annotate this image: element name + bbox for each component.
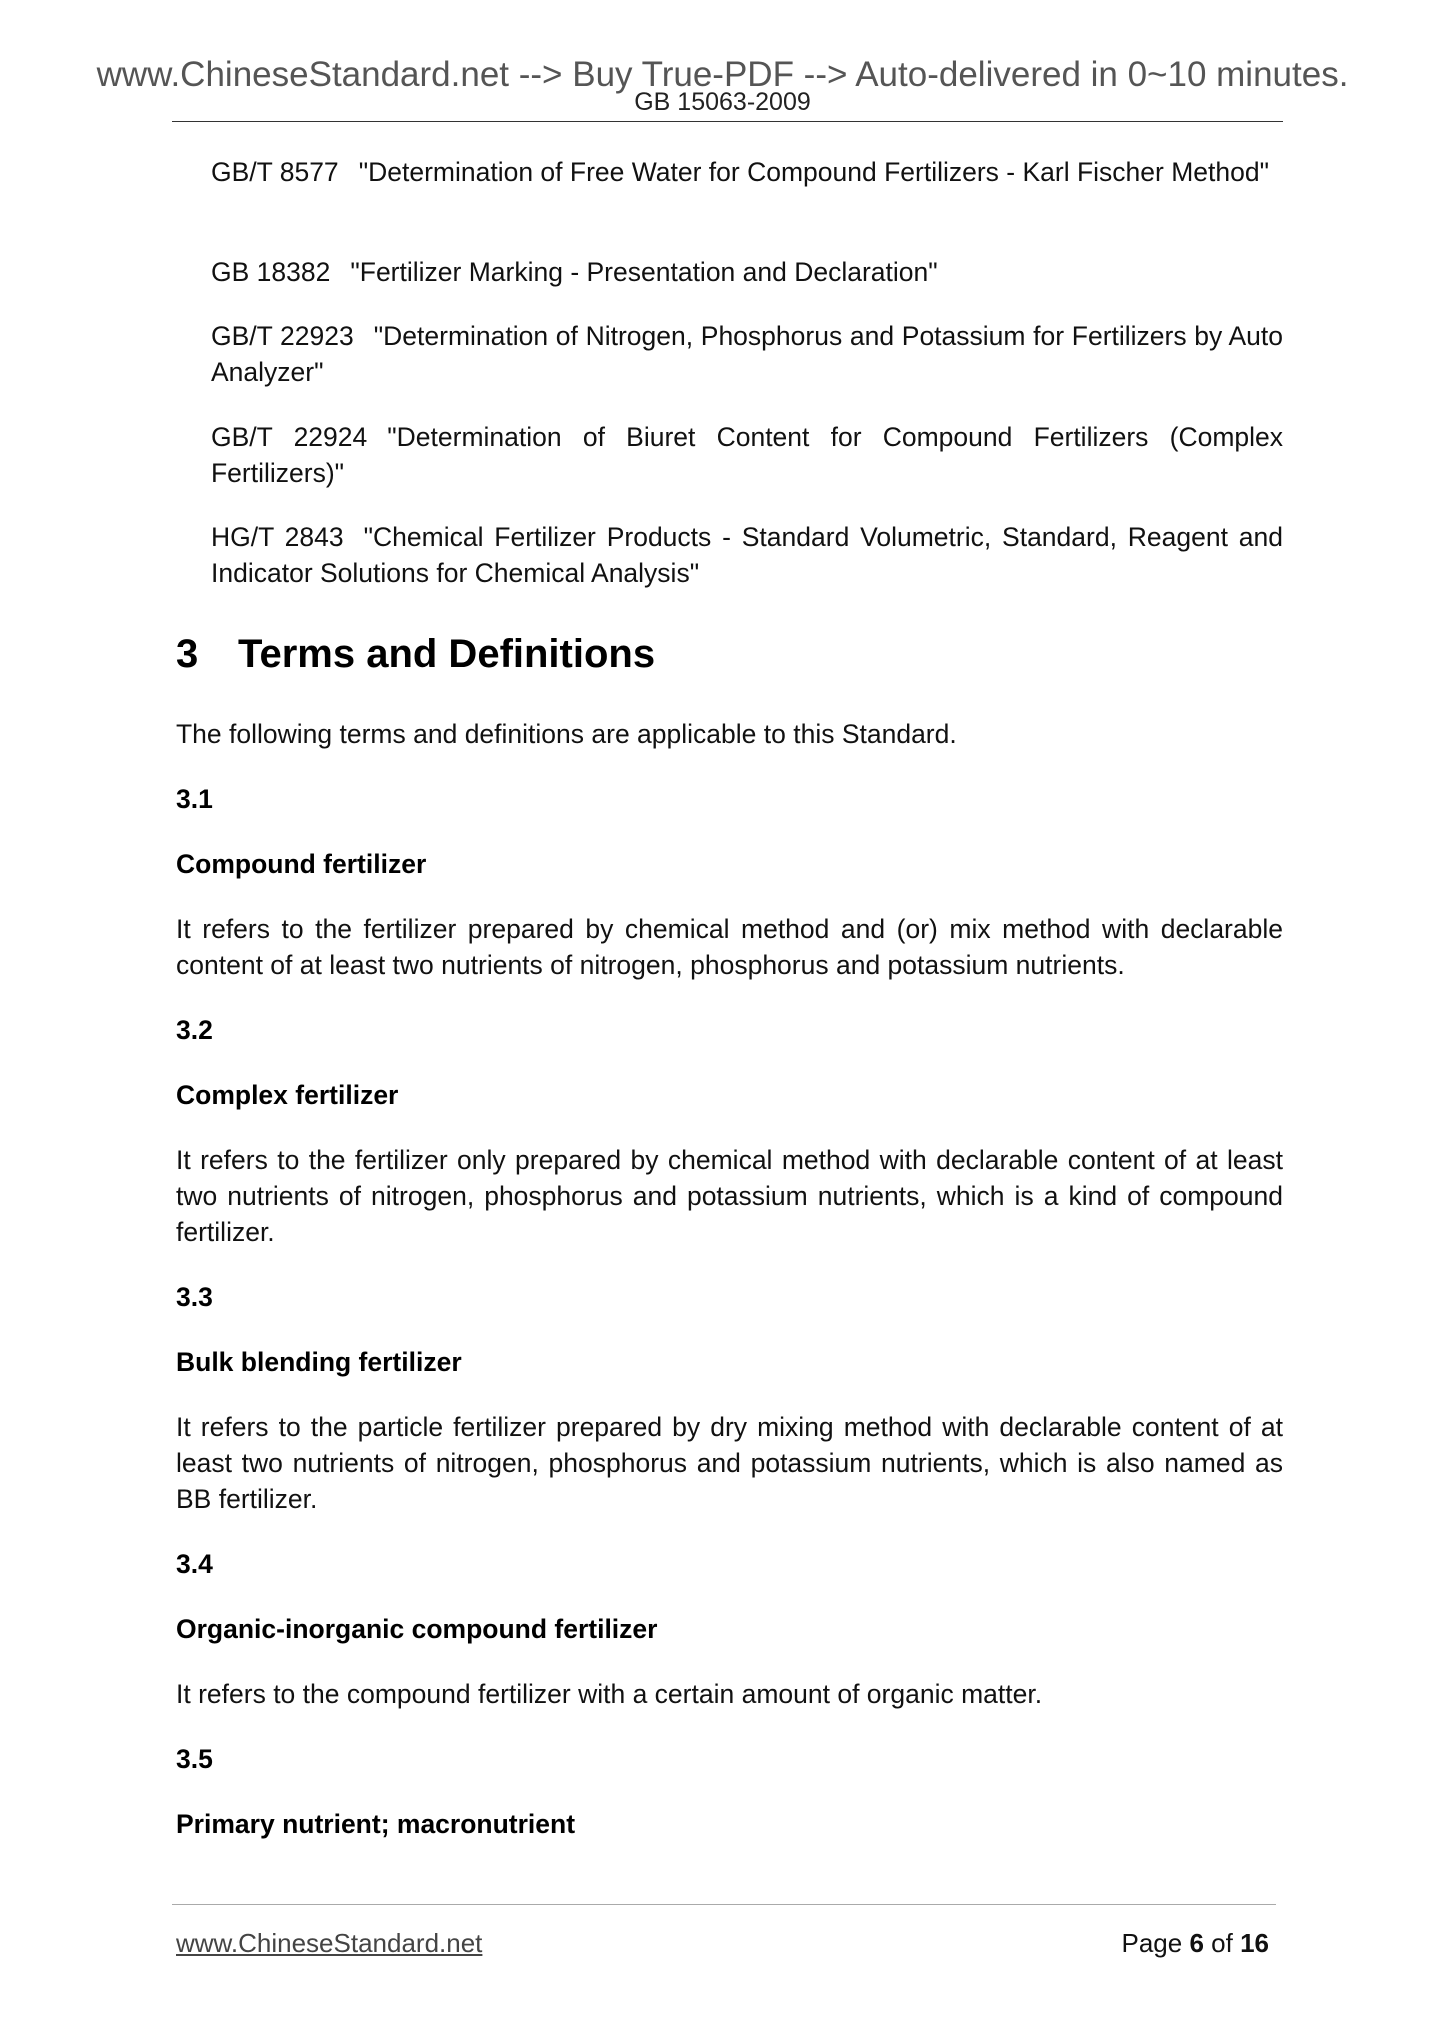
reference-code: GB/T 8577 [211,157,339,187]
reference-entry [211,519,1283,591]
reference-code: GB 18382 [211,257,331,287]
reference-title: "Fertilizer Marking - Presentation and Declaration" [350,257,938,287]
footer-divider [172,1904,1276,1905]
term-definition: It refers to the fertilizer prepared by chemical method and (or) mix method with declarable content of at least two nutrients of nitrogen, phosphorus and potassium nutrients. [176,914,1283,980]
term-name: Organic-inorganic compound fertilizer [176,1614,658,1644]
term-number: 3.5 [176,1744,213,1774]
page-indicator [1121,1927,1269,1959]
section-heading [176,630,655,678]
page-total: 16 [1240,1928,1269,1958]
header-divider [172,121,1283,122]
footer-website-link[interactable]: www.ChineseStandard.net [176,1928,483,1958]
term-name: Bulk blending fertilizer [176,1347,462,1377]
section-number: 3 [176,632,199,676]
reference-code: GB/T 22923 [211,321,354,351]
reference-code: HG/T 2843 [211,522,344,552]
reference-entry [211,154,1283,190]
reference-entry [211,254,1283,290]
page-current: 6 [1189,1928,1204,1958]
section-title: Terms and Definitions [238,632,656,676]
term-definition: It refers to the compound fertilizer with a certain amount of organic matter. [176,1679,1043,1709]
reference-code: GB/T 22924 [211,422,368,452]
reference-title: "Determination of Nitrogen, Phosphorus and Potassium for Fertilizers by Auto Analyzer" [211,321,1283,387]
section-intro: The following terms and definitions are applicable to this Standard. [176,719,957,749]
reference-title: "Chemical Fertilizer Products - Standard Volumetric, Standard, Reagent and Indicator Solutions for Chemical Analysis" [211,522,1284,588]
term-number: 3.4 [176,1549,213,1579]
term-number: 3.2 [176,1015,213,1045]
term-number: 3.3 [176,1282,213,1312]
term-name: Primary nutrient; macronutrient [176,1809,576,1839]
document-id: GB 15063-2009 [634,88,811,116]
page-label: Page [1121,1928,1183,1958]
page-of-label: of [1211,1928,1233,1958]
term-number: 3.1 [176,784,213,814]
term-definition: It refers to the particle fertilizer prepared by dry mixing method with declarable content of at least two nutrients of nitrogen, phosphorus and potassium nutrients, which is also named as BB fertilizer. [176,1412,1283,1514]
reference-title: "Determination of Free Water for Compound Fertilizers - Karl Fischer Method" [358,157,1269,187]
term-definition: It refers to the fertilizer only prepared by chemical method with declarable content of at least two nutrients of nitrogen, phosphorus and potassium nutrients, which is a kind of compound fertilizer. [176,1145,1283,1247]
term-name: Compound fertilizer [176,849,427,879]
reference-entry [211,419,1283,491]
reference-title: "Determination of Biuret Content for Compound Fertilizers (Complex Fertilizers)" [211,422,1284,488]
site-banner[interactable]: www.ChineseStandard.net --> Buy True-PDF --> Auto-delivered in 0~10 minutes. [96,55,1349,94]
reference-entry [211,318,1283,390]
term-name: Complex fertilizer [176,1080,399,1110]
